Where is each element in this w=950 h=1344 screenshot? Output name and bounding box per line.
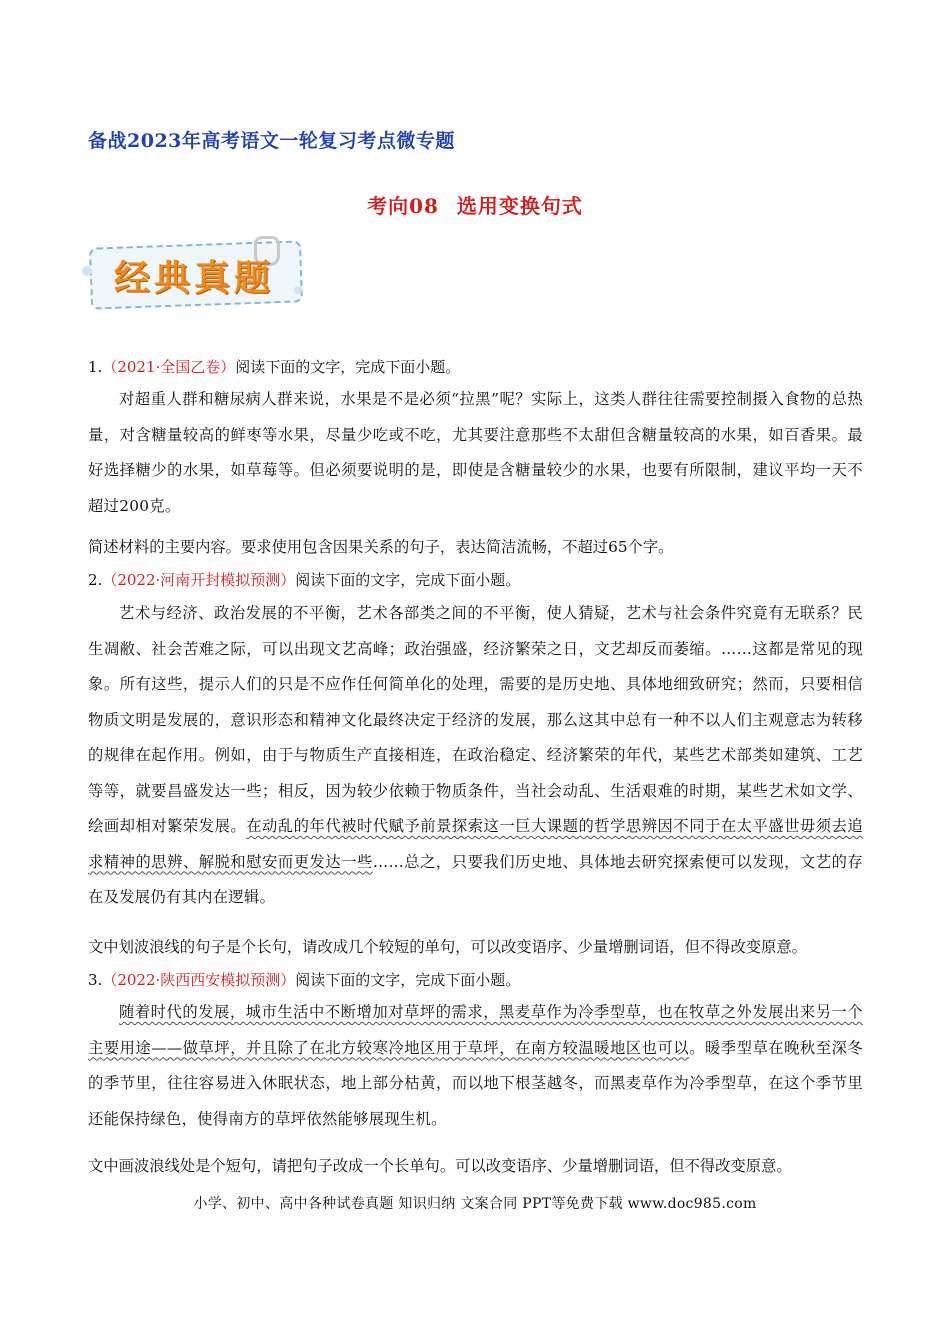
wavy-underlined-sentence: 在动乱的年代被时代赋予前景探索这一巨大课题的哲学思辨因不同于在太平盛世毋须去追求精神的思辨、解脱和慰安而更发达一些	[88, 817, 863, 871]
badge-dot	[294, 286, 302, 294]
topic-number: 考向08	[367, 194, 439, 218]
passage-text: 艺术与经济、政治发展的不平衡，艺术各部类之间的不平衡，使人猜疑，艺术与社会条件究竟有无联系？民生凋敝、社会苦难之际，可以出现文艺高峰；政治强盛，经济繁荣之日，文艺却反而萎缩。……这都是常见的现象。所有这些，提示人们的只是不应作任何简单化的处理，需要的是历史地、具体地细致研究；然而，只要相信物质文明是发展的，意识形态和精神文化最终决定于经济的发展，那么这其中总有一种不以人们主观意志为转移的规律在起作用。例如，由于与物质生产直接相连，在政治稳定、经济繁荣的年代，某些艺术部类如建筑、工艺等等，就要昌盛发达一些；相反，因为较少依赖于物质条件，当社会动乱、生活艰难的时期，某些艺术如文学、绘画却相对繁荣发展。	[88, 604, 863, 835]
question-2-task: 文中划波浪线的句子是个长句，请改成几个较短的单句，可以改变语序、少量增删词语，但不得改变原意。	[88, 938, 807, 956]
question-2-passage	[88, 596, 863, 916]
question-3-passage	[88, 995, 863, 1137]
passage-tail: ……总之，只要我们历史地、具体地去研究探索便可以发现，文艺的存在及发展仍有其内在逻辑。	[88, 852, 863, 906]
topic-name: 选用变换句式	[456, 194, 583, 218]
question-2-header	[88, 569, 520, 591]
question-instruction: 阅读下面的文字，完成下面小题。	[295, 971, 521, 989]
question-source: （2022·陕西西安模拟预测）	[102, 971, 296, 989]
question-instruction: 阅读下面的文字，完成下面小题。	[235, 358, 461, 376]
classic-questions-badge	[84, 236, 308, 306]
question-3-task: 文中画波浪线处是个短句，请把句子改成一个长单句。可以改变语序、少量增删词语，但不得改变原意。	[88, 1157, 792, 1175]
question-instruction: 阅读下面的文字，完成下面小题。	[295, 571, 521, 589]
topic-title	[0, 190, 950, 219]
passage-text: 对超重人群和糖尿病人群来说，水果是不是必须“拉黑”呢？实际上，这类人群往往需要控制摄入食物的总热量，对含糖量较高的鲜枣等水果，尽量少吃或不吃，尤其要注意那些不太甜但含糖量较高的水果，如百香果。最好选择糖少的水果，如草莓等。但必须要说明的是，即使是含糖量较少的水果，也要有所限制，建议平均一天不超过200克。	[88, 390, 863, 515]
badge-label: 经典真题	[114, 258, 275, 299]
question-number: 1.	[88, 358, 103, 376]
question-1-task: 简述材料的主要内容。要求使用包含因果关系的句子，表达简洁流畅，不超过65个字。	[88, 538, 674, 556]
question-1-header	[88, 356, 460, 378]
badge-dot	[82, 266, 92, 276]
question-number: 2.	[88, 571, 103, 589]
question-1-passage	[88, 382, 863, 524]
wavy-underlined-sentence: 随着时代的发展，城市生活中不断增加对草坪的需求，黑麦草作为冷季型草，也在牧草之外发展出来另一个主要用途——做草坪，并且除了在北方较寒冷地区用于草坪，在南方较温暖地区也可以	[88, 1003, 863, 1057]
question-source: （2022·河南开封模拟预测）	[102, 571, 296, 589]
footer-ad: 小学、初中、高中各种试卷真题 知识归纳 文案合同 PPT等免费下载 www.doc985.com	[193, 1196, 757, 1212]
question-number: 3.	[88, 971, 103, 989]
question-3-header	[88, 969, 520, 991]
passage-text: 。暖季型草在晚秋至深冬的季节里，往往容易进入休眠状态，地上部分枯黄，而以地下根茎越冬，而黑麦草作为冷季型草，在这个季节里还能保持绿色，使得南方的草坪依然能够展现生机。	[88, 1038, 863, 1128]
question-source: （2021·全国乙卷）	[102, 358, 236, 376]
series-title: 备战2023年高考语文一轮复习考点微专题	[88, 130, 455, 152]
